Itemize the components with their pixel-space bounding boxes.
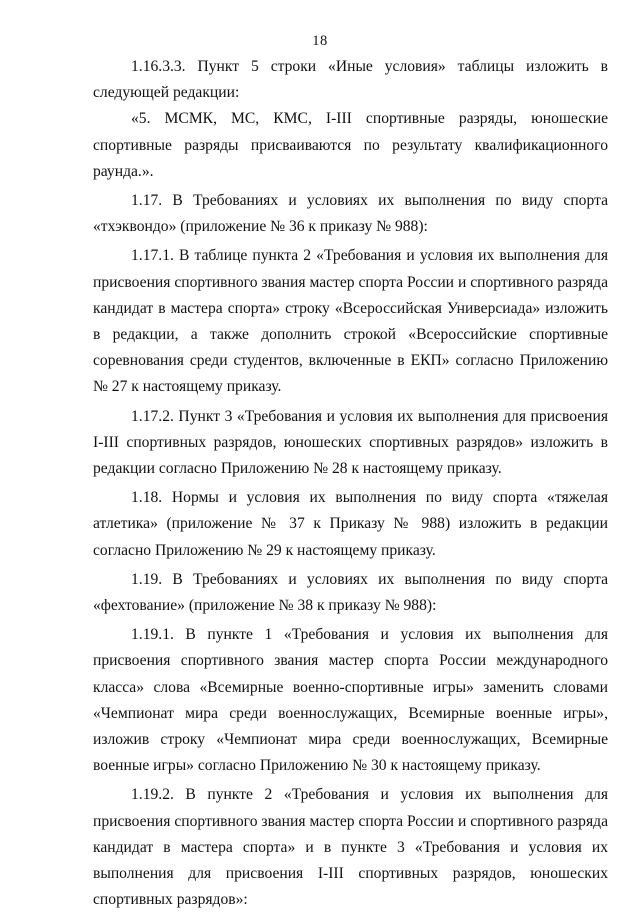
document-body [93,54,608,914]
paragraph-1-16-3-3: 1.16.3.3. Пункт 5 строки «Иные условия» таблицы изложить в следующей редакции: [93,58,608,102]
paragraph-1-17-2: 1.17.2. Пункт 3 «Требования и условия их выполнения для присвоения I-III спортивных разрядов, юношеских спортивных разрядов» изложить в редакции согласно Приложению № 28 к настоящему приказу. [93,407,608,478]
page-number: 18 [312,33,328,49]
paragraph-1-19: 1.19. В Требованиях и условиях их выполнения по виду спорта «фехтование» (приложение № 38 к приказу № 988): [93,570,608,615]
paragraph-1-18: 1.18. Нормы и условия их выполнения по виду спорта «тяжелая атлетика» (приложение № 37 к Приказу № 988) изложить в редакции согласно Приложению № 29 к настоящему приказу. [93,489,608,559]
paragraph-1-17: 1.17. В Требованиях и условиях их выполнения по виду спорта «тхэквондо» (приложение № 36 к приказу № 988): [93,192,608,236]
paragraph-1-19-1: 1.19.1. В пункте 1 «Требования и условия их выполнения для присвоения спортивного звания мастер спорта России международного класса» слова «Всемирные военно-спортивные игры» заменить словами «Чемпионат мира среди военнослужащих, Всемирные военные игры», изложив строку «Чемпионат мира среди военнослужащих, Всемирные военные игры» согласно Приложению № 30 к настоящему приказу. [93,626,608,775]
paragraph-1-17-1: 1.17.1. В таблице пункта 2 «Требования и условия их выполнения для присвоения спортивного звания мастер спорта России и спортивного разряда кандидат в мастера спорта» строку «Всероссийская Универсиада» изложить в редакции, а также дополнить строкой «Всероссийские спортивные соревнования среди студентов, включенные в ЕКП» согласно Приложению № 27 к настоящему приказу. [93,247,608,396]
paragraph-1-19-2: 1.19.2. В пункте 2 «Требования и условия их выполнения для присвоения спортивного звания мастер спорта России и спортивного разряда кандидат в мастера спорта» и в пункте 3 «Требования и условия их выполнения для присвоения I-III спортивных разрядов, юношеских спортивных разрядов»: [93,786,608,909]
paragraph-quote-5: «5. МСМК, МС, КМС, I-III спортивные разряды, юношеские спортивные разряды присваиваются по результату квалификационного раунда.». [93,110,608,180]
